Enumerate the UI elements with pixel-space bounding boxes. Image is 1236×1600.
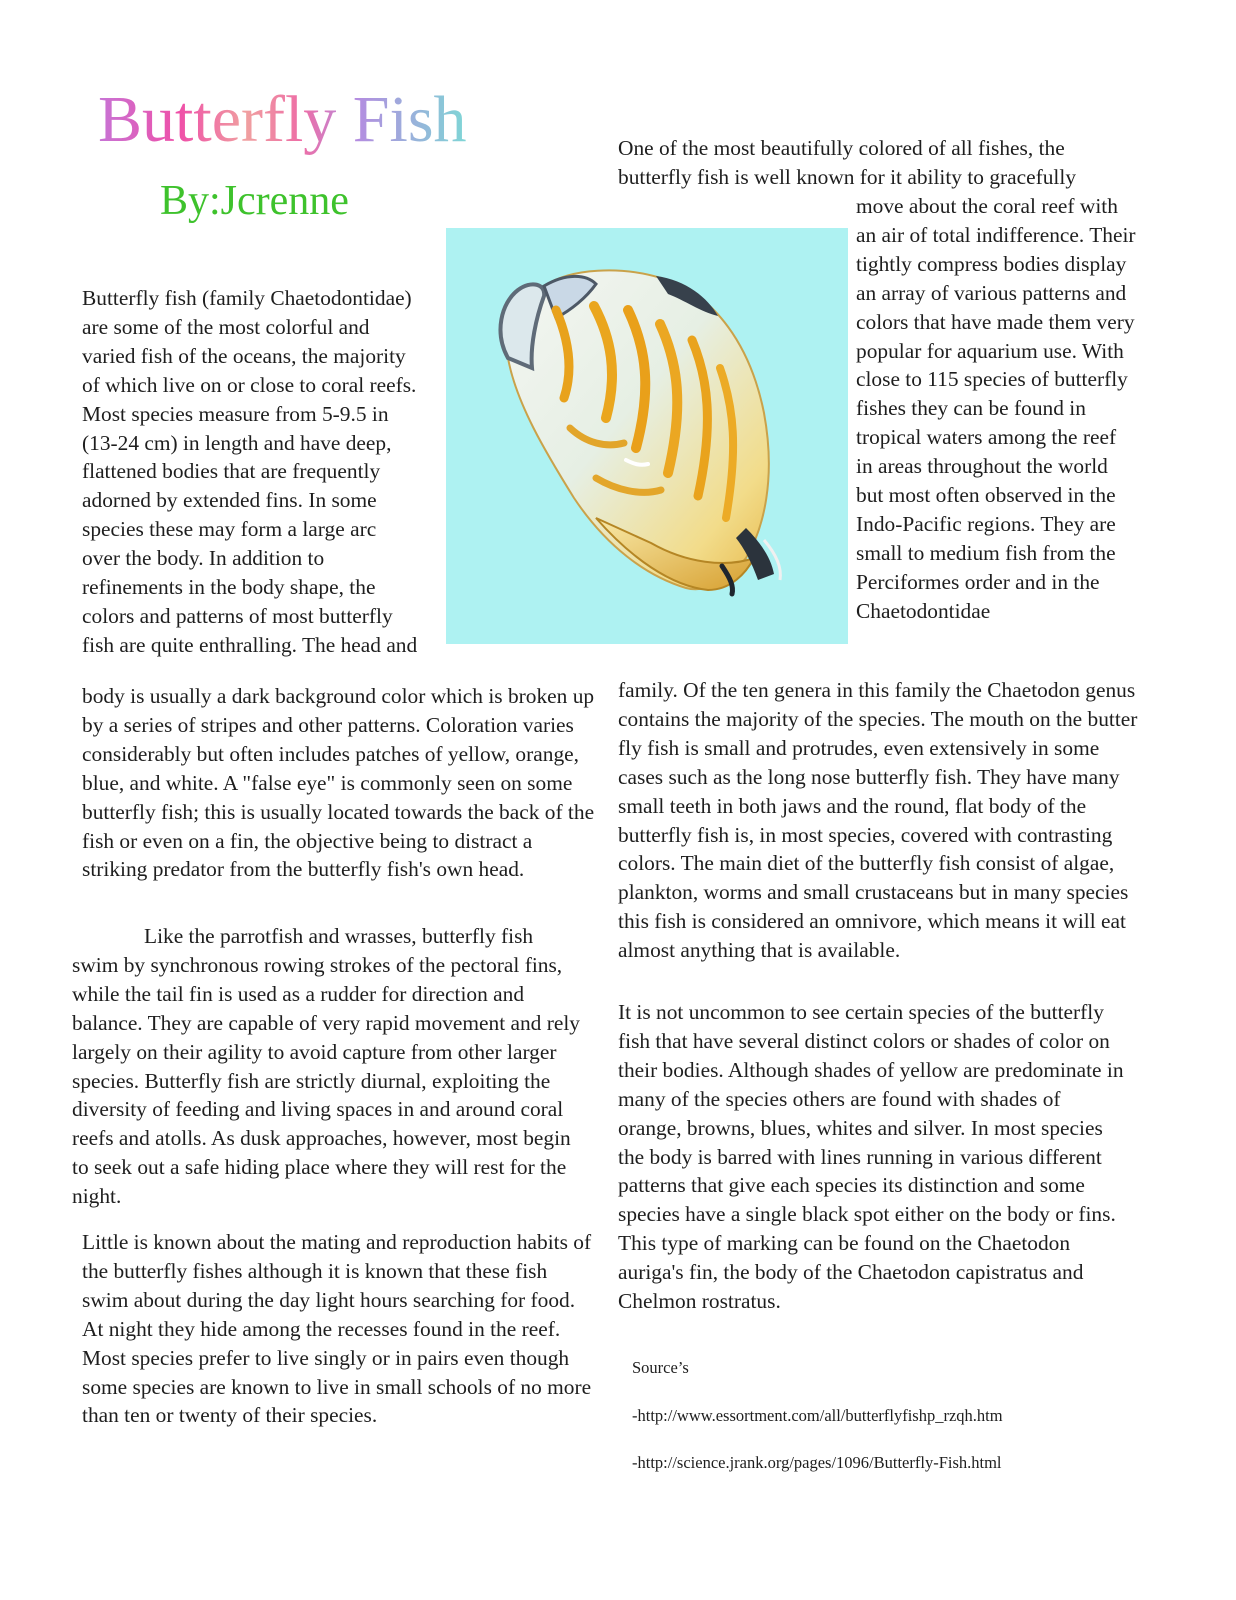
right-narrow-text: move about the coral reef with an air of total indifference. Their tightly compress bodies display an array of various patterns and colors that have made them very popular for aquarium use. With close to 115 species of butterfly fishes they can be found in tropical waters among the reef in areas throughout the world but most often observed in the Indo-Pacific regions. They are small to medium fish from the Perciformes order and in the Chaetodontidae (856, 194, 1136, 623)
right-para-1: family. Of the ten genera in this family the Chaetodon genus contains the majority of the species. The mouth on the butter fly fish is small and protrudes, even extensively in some cases such as the long nose butterfly fish. They have many small teeth in both jaws and the round, flat body of the butterfly fish is, in most species, covered with contrasting colors. The main diet of the butterfly fish consist of algae, plankton, worms and small crustaceans but in many species this fish is considered an omnivore, which means it will eat almost anything that is available. (618, 678, 1138, 963)
left-para-3: Little is known about the mating and reproduction habits of the butterfly fishes although it is known that these fish swim about during the day light hours searching for food. At night they hide among the recesses found in the reef. Most species prefer to live singly or in pairs even though some species are known to live in small schools of no more than ten or twenty of their species. (82, 1230, 592, 1428)
sources-heading: Source’s (632, 1358, 689, 1377)
source-link[interactable]: -http://science.jrank.org/pages/1096/Butterfly-Fish.html (632, 1453, 1002, 1472)
source-link[interactable]: -http://www.essortment.com/all/butterflyfishp_rzqh.htm (632, 1406, 1003, 1425)
right-para-2: It is not uncommon to see certain species of the butterfly fish that have several distinct colors or shades of color on their bodies. Although shades of yellow are predominate in many of the species others are found with shades of orange, browns, blues, whites and silver. In most species the body is barred with lines running in various different patterns that give each species its distinction and some species have a single black spot either on the body or fins. This type of marking can be found on the Chaetodon auriga's fin, the body of the Chaetodon capistratus and Chelmon rostratus. (618, 1000, 1124, 1314)
left-para-2: Like the parrotfish and wrasses, butterfly fish swim by synchronous rowing strokes of the pectoral fins, while the tail fin is used as a rudder for direction and balance. They are capable of very rapid movement and rely largely on their agility to avoid capture from other larger species. Butterfly fish are strictly diurnal, exploiting the diversity of feeding and living spaces in and around coral reefs and atolls. As dusk approaches, however, most begin to seek out a safe hiding place where they will rest for the night. (72, 924, 580, 1209)
right-intro: One of the most beautifully colored of all fishes, the butterfly fish is well known for it ability to gracefully (618, 136, 1077, 189)
left-para-1a: Butterfly fish (family Chaetodontidae) are some of the most colorful and varied fish of the oceans, the majority of which live on or close to coral reefs. Most species measure from 5-9.5 in (13-24 cm) in length and have deep, flattened bodies that are frequently adorned by extended fins. In some species these may form a large arc over the body. In addition to refinements in the body shape, the colors and patterns of most butterfly fish are quite enthralling. The head and (82, 286, 418, 657)
author-byline: By:Jcrenne (160, 178, 349, 224)
left-para-1b: body is usually a dark background color which is broken up by a series of stripes and other patterns. Coloration varies considerably but often includes patches of yellow, orange, blue, and white. A "false eye" is commonly seen on some butterfly fish; this is usually located towards the back of the fish or even on a fin, the objective being to distract a striking predator from the butterfly fish's own head. (82, 684, 595, 882)
butterfly-fish-illustration (446, 228, 848, 644)
page-title: Butterfly Fish (98, 83, 467, 156)
